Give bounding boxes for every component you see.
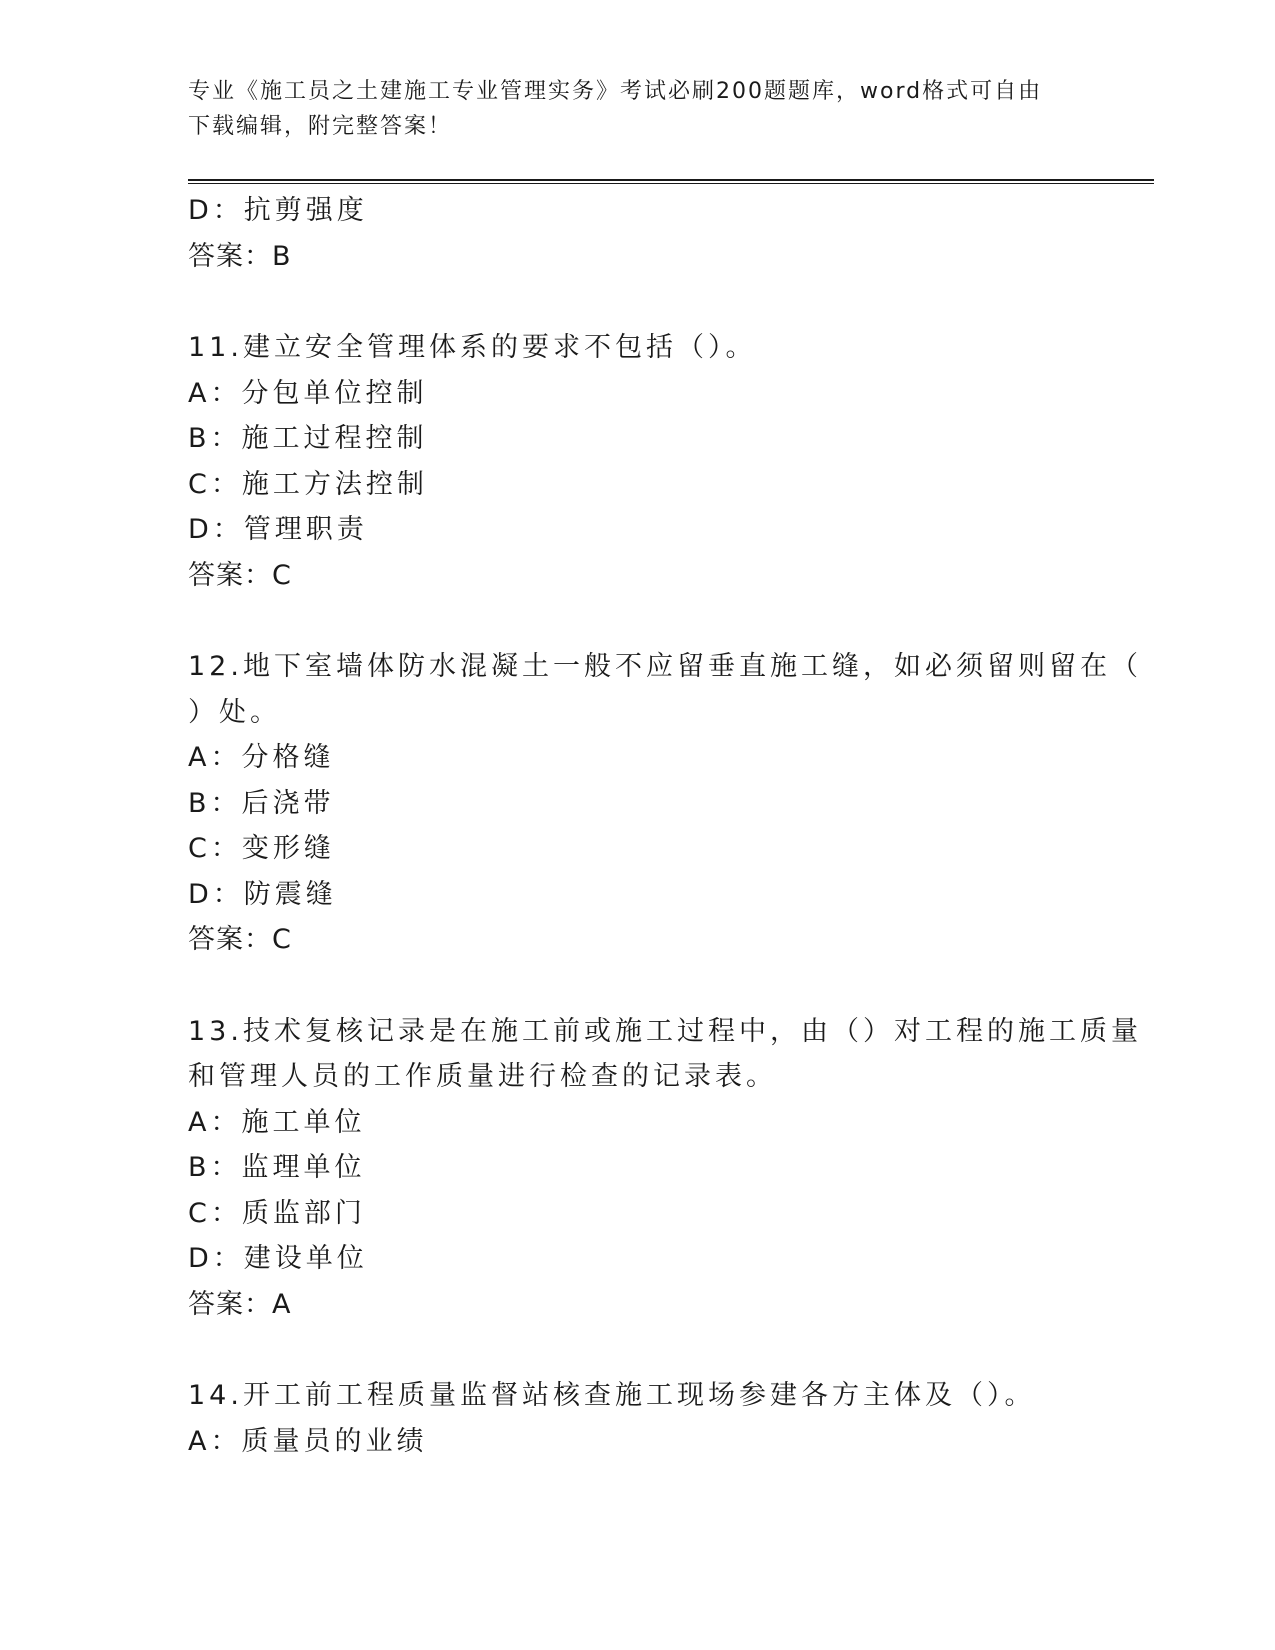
question-11-option-b: B：施工过程控制 bbox=[188, 423, 428, 454]
question-12-option-c: C：变形缝 bbox=[188, 833, 335, 864]
question-13-stem: 13.技术复核记录是在施工前或施工过程中，由（）对工程的施工质量 bbox=[188, 1015, 1142, 1047]
spacer bbox=[188, 1327, 1088, 1373]
question-12-option-b: B：后浇带 bbox=[188, 787, 335, 819]
spacer bbox=[188, 598, 1088, 644]
question-13-option-a: A：施工单位 bbox=[188, 1106, 366, 1138]
question-11-option-c: C：施工方法控制 bbox=[188, 468, 428, 500]
option-d: D：抗剪强度 bbox=[188, 195, 368, 226]
question-list bbox=[188, 188, 1142, 1464]
question-12-stem-cont: ）处。 bbox=[188, 696, 281, 728]
question-12-option-a: A：分格缝 bbox=[188, 742, 335, 773]
document-header bbox=[188, 74, 1068, 144]
question-11-stem: 11.建立安全管理体系的要求不包括（）。 bbox=[188, 332, 757, 363]
question-13-option-c: C：质监部门 bbox=[188, 1197, 366, 1229]
question-12-option-d: D：防震缝 bbox=[188, 878, 337, 910]
header-divider-thin bbox=[188, 183, 1154, 184]
question-11-answer: 答案：C bbox=[188, 559, 292, 591]
question-11-option-d: D：管理职责 bbox=[188, 514, 368, 545]
question-12-stem: 12.地下室墙体防水混凝土一般不应留垂直施工缝，如必须留则留在（ bbox=[188, 651, 1142, 682]
question-12-answer: 答案：C bbox=[188, 924, 292, 955]
spacer bbox=[188, 963, 1088, 1009]
header-divider-thick bbox=[188, 179, 1154, 181]
question-13-stem-cont: 和管理人员的工作质量进行检查的记录表。 bbox=[188, 1061, 777, 1092]
question-14-option-a: A：质量员的业绩 bbox=[188, 1425, 428, 1457]
answer-line: 答案：B bbox=[188, 240, 292, 272]
header-line-2: 下载编辑，附完整答案！ bbox=[188, 114, 453, 139]
question-11-option-a: A：分包单位控制 bbox=[188, 377, 428, 409]
question-13-answer: 答案：A bbox=[188, 1288, 292, 1320]
question-13-option-b: B：监理单位 bbox=[188, 1152, 366, 1183]
question-14-stem: 14.开工前工程质量监督站核查施工现场参建各方主体及（）。 bbox=[188, 1380, 1036, 1411]
spacer bbox=[188, 279, 1088, 325]
question-13-option-d: D：建设单位 bbox=[188, 1243, 368, 1274]
header-line-1: 专业《施工员之土建施工专业管理实务》考试必刷200题题库，word格式可自由 bbox=[188, 79, 1043, 104]
